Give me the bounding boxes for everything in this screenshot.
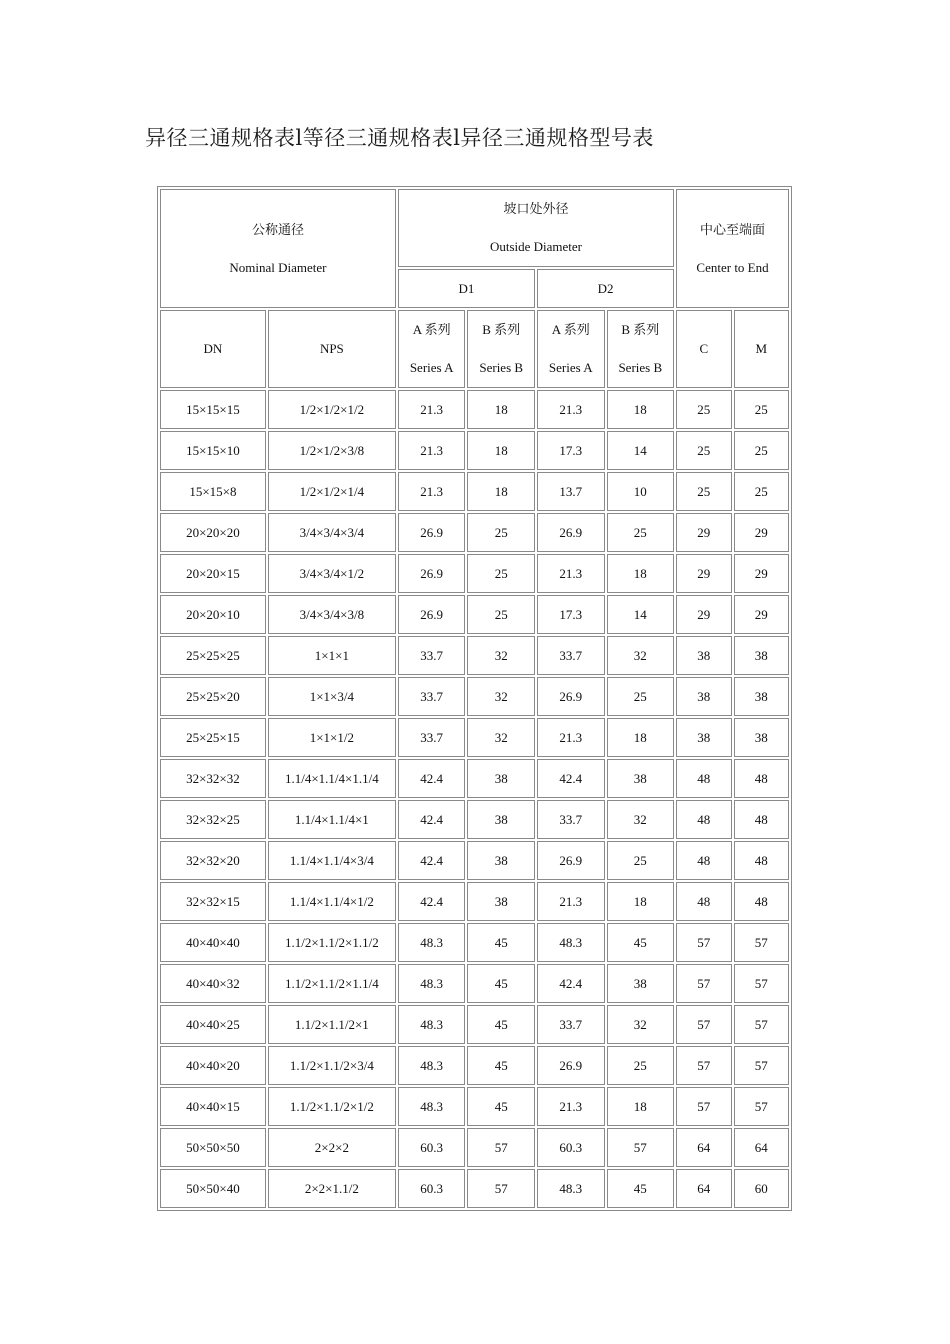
d2-series-b-cell: 45 [607,923,675,962]
m-cell: 38 [734,718,789,757]
d2-series-a-cell: 13.7 [537,472,605,511]
header-center-en: Center to End [696,259,769,275]
d2-series-a-cell: 33.7 [537,636,605,675]
header-d2-b-en: Series B [618,360,663,375]
d2-series-a-cell: 21.3 [537,718,605,757]
dn-cell: 15×15×10 [160,431,266,470]
d2-series-b-cell: 18 [607,1087,675,1126]
nps-cell: 1.1/2×1.1/2×1.1/4 [268,964,396,1003]
c-cell: 48 [676,882,731,921]
m-cell: 29 [734,595,789,634]
table-row [160,595,789,634]
m-cell: 57 [734,1046,789,1085]
d2-series-b-cell: 10 [607,472,675,511]
d1-series-a-cell: 21.3 [398,472,466,511]
table-row [160,472,789,511]
c-cell: 38 [676,636,731,675]
m-cell: 29 [734,513,789,552]
m-cell: 48 [734,841,789,880]
d1-series-a-cell: 21.3 [398,431,466,470]
table-row [160,431,789,470]
header-row-top [160,189,789,267]
d2-series-a-cell: 17.3 [537,431,605,470]
c-cell: 25 [676,472,731,511]
nps-cell: 3/4×3/4×3/4 [268,513,396,552]
d1-series-b-cell: 18 [467,390,535,429]
d2-series-a-cell: 42.4 [537,759,605,798]
header-d1: D1 [398,269,535,308]
nps-cell: 1.1/4×1.1/4×3/4 [268,841,396,880]
c-cell: 64 [676,1128,731,1167]
d2-series-a-cell: 17.3 [537,595,605,634]
table-row [160,636,789,675]
d2-series-a-cell: 21.3 [537,1087,605,1126]
d2-series-a-cell: 26.9 [537,1046,605,1085]
table-row [160,964,789,1003]
header-center-to-end [676,189,789,308]
d2-series-b-cell: 18 [607,554,675,593]
c-cell: 48 [676,841,731,880]
d2-series-a-cell: 21.3 [537,554,605,593]
d2-series-b-cell: 45 [607,1169,675,1208]
table-body [160,390,789,1208]
dn-cell: 20×20×10 [160,595,266,634]
d2-series-b-cell: 25 [607,513,675,552]
page-title: 异径三通规格表l等径三通规格表l异径三通规格型号表 [145,126,654,150]
c-cell: 57 [676,964,731,1003]
header-d1-a-cn: A 系列 [412,322,451,337]
m-cell: 29 [734,554,789,593]
dn-cell: 25×25×20 [160,677,266,716]
header-c: C [676,310,731,388]
d1-series-b-cell: 45 [467,923,535,962]
m-cell: 64 [734,1128,789,1167]
d1-series-a-cell: 42.4 [398,882,466,921]
d1-series-b-cell: 38 [467,882,535,921]
c-cell: 57 [676,1046,731,1085]
d2-series-b-cell: 25 [607,841,675,880]
nps-cell: 1.1/4×1.1/4×1.1/4 [268,759,396,798]
dn-cell: 32×32×25 [160,800,266,839]
d1-series-b-cell: 18 [467,472,535,511]
table-row [160,513,789,552]
m-cell: 48 [734,882,789,921]
header-d2-a-cn: A 系列 [551,322,590,337]
d2-series-b-cell: 18 [607,718,675,757]
d2-series-b-cell: 18 [607,390,675,429]
d1-series-a-cell: 48.3 [398,923,466,962]
m-cell: 57 [734,923,789,962]
dn-cell: 20×20×20 [160,513,266,552]
m-cell: 38 [734,636,789,675]
dn-cell: 20×20×15 [160,554,266,593]
d1-series-a-cell: 48.3 [398,1005,466,1044]
d2-series-a-cell: 33.7 [537,1005,605,1044]
d1-series-a-cell: 33.7 [398,636,466,675]
nps-cell: 1×1×1 [268,636,396,675]
d1-series-a-cell: 42.4 [398,759,466,798]
table-row [160,554,789,593]
d2-series-b-cell: 57 [607,1128,675,1167]
d2-series-b-cell: 32 [607,800,675,839]
header-m: M [734,310,789,388]
d2-series-a-cell: 48.3 [537,923,605,962]
header-d1-b-en: Series B [479,360,524,375]
table-row [160,1005,789,1044]
d2-series-b-cell: 32 [607,1005,675,1044]
dn-cell: 40×40×32 [160,964,266,1003]
d1-series-a-cell: 48.3 [398,964,466,1003]
c-cell: 25 [676,390,731,429]
c-cell: 48 [676,800,731,839]
header-d1-series-b [467,310,535,388]
d1-series-b-cell: 38 [467,759,535,798]
header-nominal-en: Nominal Diameter [229,259,327,275]
dn-cell: 40×40×25 [160,1005,266,1044]
header-d1-series-a [398,310,466,388]
d2-series-a-cell: 26.9 [537,513,605,552]
table-row [160,718,789,757]
dn-cell: 15×15×8 [160,472,266,511]
d1-series-b-cell: 45 [467,1087,535,1126]
m-cell: 57 [734,964,789,1003]
d1-series-a-cell: 60.3 [398,1169,466,1208]
c-cell: 57 [676,1087,731,1126]
m-cell: 25 [734,390,789,429]
d2-series-a-cell: 60.3 [537,1128,605,1167]
header-center-cn: 中心至端面 [700,221,766,237]
header-d2-series-b [607,310,675,388]
dn-cell: 32×32×20 [160,841,266,880]
d2-series-a-cell: 21.3 [537,390,605,429]
m-cell: 48 [734,759,789,798]
nps-cell: 2×2×1.1/2 [268,1169,396,1208]
d1-series-a-cell: 26.9 [398,595,466,634]
d2-series-a-cell: 21.3 [537,882,605,921]
d2-series-b-cell: 18 [607,882,675,921]
nps-cell: 1.1/4×1.1/4×1 [268,800,396,839]
dn-cell: 40×40×15 [160,1087,266,1126]
d2-series-b-cell: 14 [607,431,675,470]
nps-cell: 1.1/2×1.1/2×1.1/2 [268,923,396,962]
nps-cell: 1.1/4×1.1/4×1/2 [268,882,396,921]
d2-series-b-cell: 32 [607,636,675,675]
m-cell: 57 [734,1005,789,1044]
dn-cell: 50×50×50 [160,1128,266,1167]
nps-cell: 1/2×1/2×1/2 [268,390,396,429]
d1-series-b-cell: 18 [467,431,535,470]
m-cell: 60 [734,1169,789,1208]
header-nps: NPS [268,310,396,388]
table-row [160,1128,789,1167]
nps-cell: 2×2×2 [268,1128,396,1167]
nps-cell: 3/4×3/4×1/2 [268,554,396,593]
d1-series-b-cell: 32 [467,718,535,757]
c-cell: 29 [676,513,731,552]
d1-series-a-cell: 26.9 [398,554,466,593]
header-row-columns [160,310,789,388]
header-d2-series-a [537,310,605,388]
header-outside-en: Outside Diameter [489,239,583,254]
table-row [160,800,789,839]
d1-series-a-cell: 48.3 [398,1046,466,1085]
m-cell: 38 [734,677,789,716]
nps-cell: 1/2×1/2×1/4 [268,472,396,511]
header-outside-cn: 坡口处外径 [503,201,569,216]
d1-series-a-cell: 48.3 [398,1087,466,1126]
nps-cell: 3/4×3/4×3/8 [268,595,396,634]
header-d1-b-cn: B 系列 [482,322,521,337]
d2-series-b-cell: 38 [607,964,675,1003]
header-d2-a-en: Series A [548,360,593,375]
m-cell: 57 [734,1087,789,1126]
d1-series-b-cell: 38 [467,841,535,880]
table-row [160,923,789,962]
d1-series-b-cell: 25 [467,595,535,634]
d1-series-a-cell: 42.4 [398,800,466,839]
d1-series-b-cell: 45 [467,1005,535,1044]
d1-series-a-cell: 33.7 [398,677,466,716]
d1-series-b-cell: 32 [467,636,535,675]
c-cell: 48 [676,759,731,798]
c-cell: 64 [676,1169,731,1208]
table-row [160,882,789,921]
d1-series-b-cell: 45 [467,964,535,1003]
d1-series-a-cell: 60.3 [398,1128,466,1167]
c-cell: 38 [676,718,731,757]
header-d2: D2 [537,269,674,308]
dn-cell: 40×40×40 [160,923,266,962]
header-nominal-diameter [160,189,396,308]
nps-cell: 1.1/2×1.1/2×1/2 [268,1087,396,1126]
tee-spec-table [157,186,792,1211]
m-cell: 25 [734,431,789,470]
nps-cell: 1.1/2×1.1/2×3/4 [268,1046,396,1085]
nps-cell: 1×1×1/2 [268,718,396,757]
table-row [160,841,789,880]
d2-series-b-cell: 25 [607,1046,675,1085]
header-d2-b-cn: B 系列 [621,322,660,337]
dn-cell: 15×15×15 [160,390,266,429]
m-cell: 25 [734,472,789,511]
m-cell: 48 [734,800,789,839]
d1-series-b-cell: 32 [467,677,535,716]
d1-series-b-cell: 25 [467,554,535,593]
table-row [160,1087,789,1126]
table-row [160,677,789,716]
d2-series-b-cell: 38 [607,759,675,798]
c-cell: 29 [676,554,731,593]
nps-cell: 1.1/2×1.1/2×1 [268,1005,396,1044]
nps-cell: 1/2×1/2×3/8 [268,431,396,470]
nps-cell: 1×1×3/4 [268,677,396,716]
dn-cell: 50×50×40 [160,1169,266,1208]
table-row [160,390,789,429]
d2-series-a-cell: 26.9 [537,677,605,716]
d2-series-b-cell: 25 [607,677,675,716]
dn-cell: 25×25×15 [160,718,266,757]
c-cell: 25 [676,431,731,470]
c-cell: 57 [676,1005,731,1044]
dn-cell: 32×32×15 [160,882,266,921]
d2-series-a-cell: 33.7 [537,800,605,839]
d2-series-a-cell: 42.4 [537,964,605,1003]
dn-cell: 40×40×20 [160,1046,266,1085]
d1-series-a-cell: 42.4 [398,841,466,880]
dn-cell: 25×25×25 [160,636,266,675]
d1-series-a-cell: 33.7 [398,718,466,757]
d1-series-b-cell: 57 [467,1169,535,1208]
d1-series-b-cell: 38 [467,800,535,839]
header-nominal-cn: 公称通径 [251,221,304,237]
header-dn: DN [160,310,266,388]
d1-series-a-cell: 21.3 [398,390,466,429]
header-d1-a-en: Series A [409,360,454,375]
d1-series-a-cell: 26.9 [398,513,466,552]
c-cell: 38 [676,677,731,716]
d2-series-a-cell: 48.3 [537,1169,605,1208]
c-cell: 57 [676,923,731,962]
table-row [160,1169,789,1208]
d1-series-b-cell: 57 [467,1128,535,1167]
d1-series-b-cell: 25 [467,513,535,552]
table-row [160,759,789,798]
d2-series-b-cell: 14 [607,595,675,634]
table-row [160,1046,789,1085]
dn-cell: 32×32×32 [160,759,266,798]
d1-series-b-cell: 45 [467,1046,535,1085]
c-cell: 29 [676,595,731,634]
d2-series-a-cell: 26.9 [537,841,605,880]
header-outside-diameter [398,189,674,267]
